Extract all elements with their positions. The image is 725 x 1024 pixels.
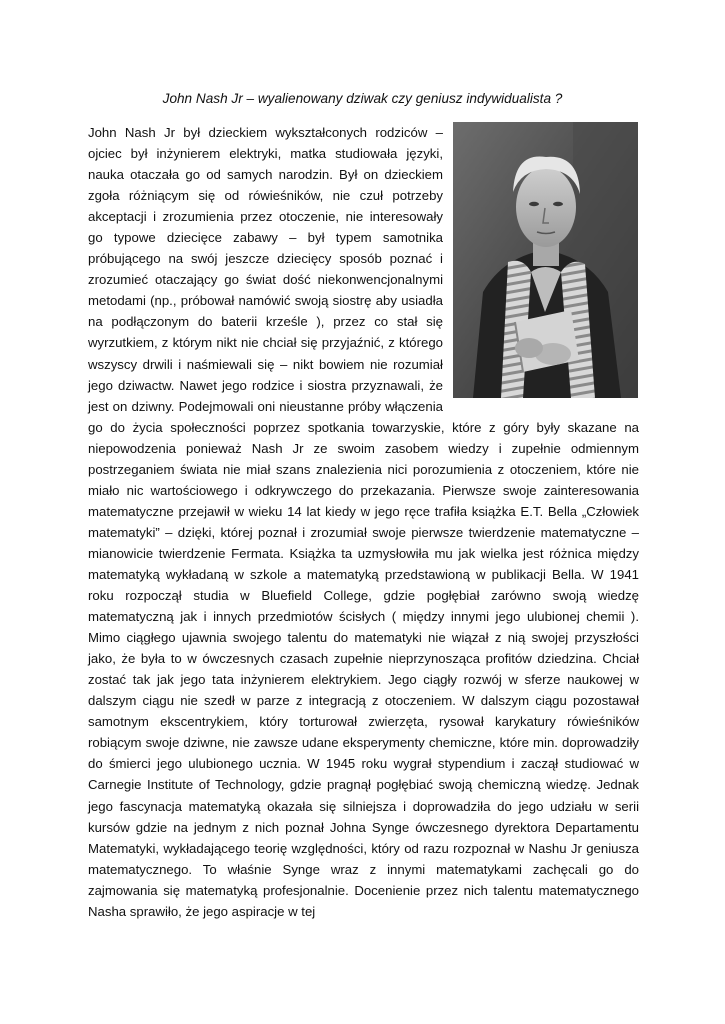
portrait-photo	[453, 122, 638, 398]
portrait-image	[453, 122, 638, 398]
paragraph: John Nash Jr był dzieckiem wykształconych rodziców – ojciec był inżynierem elektryki, matka studiowała języki, nauka otaczała go od samych narodzin. Był on dzieckiem zgoła różniącym się od rówieśników, nie czuł potrzeby akceptacji i zrozumienia przez otoczenie, nie interesowały go typowe dziecięce zabawy – był typem samotnika próbującego na swój jeszcze dziecięcy sposób poznać i zrozumieć otaczający go świat dość niekonwencjonalnymi metodami (np., próbował namówić swoją siostrę aby usiadła na podłączonym do baterii krześle ), przez co stał się wyrzutkiem, z którym nikt nie chciał się przyjaźnić, z którego wszyscy drwili i naśmiewali się – nikt bowiem nie rozumiał jego dziwactw. Nawet jego rodzice i siostra przyznawali, że jest on dziwny. Podejmowali oni nieustanne próby włączenia go do życia społeczności poprzez spotkania towarzyskie, które z góry były skazane na niepowodzenia ponieważ Nash Jr ze swoim zasobem wiedzy i zupełnie odmiennym postrzeganiem świata nie miał szans znalezienia nici porozumienia z otoczeniem, które nie miało nic wartościowego i odkrywczego do przekazania. Pierwsze swoje zainteresowania matematyczne przejawił w wieku 14 lat kiedy w jego ręce trafiła książka E.T. Bella „Człowiek matematyki” – dzięki, której poznał i zrozumiał swoje pierwsze twierdzenie matematyczne – mianowicie twierdzenie Fermata. Książka ta uzmysłowiła mu jak wielka jest różnica między matematyką wykładaną w szkole a matematyką przedstawioną w publikacji Bella. W 1941 roku rozpoczął studia w Bluefield College, gdzie pogłębiał zarówno swoją wiedzę matematyczną jak i innych przedmiotów ścisłych ( między innymi jego ulubionej chemii ). Mimo ciągłego ujawnia swojego talentu do matematyki nie wiązał z nią swojej przyszłości jako, że była to w ówczesnych czasach zupełnie nieprzynosząca profitów dziedzina. Chciał zostać tak jak jego tata inżynierem elektrykiem. Jego ciągły rozwój w sferze naukowej w dalszym ciągu nie szedł w parze z integracją z otoczeniem. W dalszym ciągu pozostawał samotnym ekscentrykiem, który torturował zwierzęta, rysował karykatury rówieśników robiącym swoje dziwne, nie zawsze udane eksperymenty chemiczne, które min. doprowadziły do śmierci jego ulubionego ucznia. W 1945 roku wygrał stypendium i zaczął studiować w Carnegie Institute of Technology, gdzie pragnął pogłębiać swoją chemiczną wiedzę. Jednak jego fascynacja matematyką okazała się silniejsza i doprowadziła do jego udziału w serii kursów gdzie na jednym z nich poznał Johna Synge ówczesnego dyrektora Departamentu Matematyki, wykładającego teorię względności, który od razu rozpoznał w Nashu Jr geniusza matematycznego. To właśnie Synge wraz z innymi matematykami zachęcali go do zajmowania się matematyką profesjonalnie. Docenienie przez nich talentu matematycznego Nasha sprawiło, że jego aspiracje w tej	[88, 125, 639, 919]
page-title: John Nash Jr – wyalienowany dziwak czy geniusz indywidualista ?	[162, 91, 563, 106]
article-body	[88, 122, 639, 922]
